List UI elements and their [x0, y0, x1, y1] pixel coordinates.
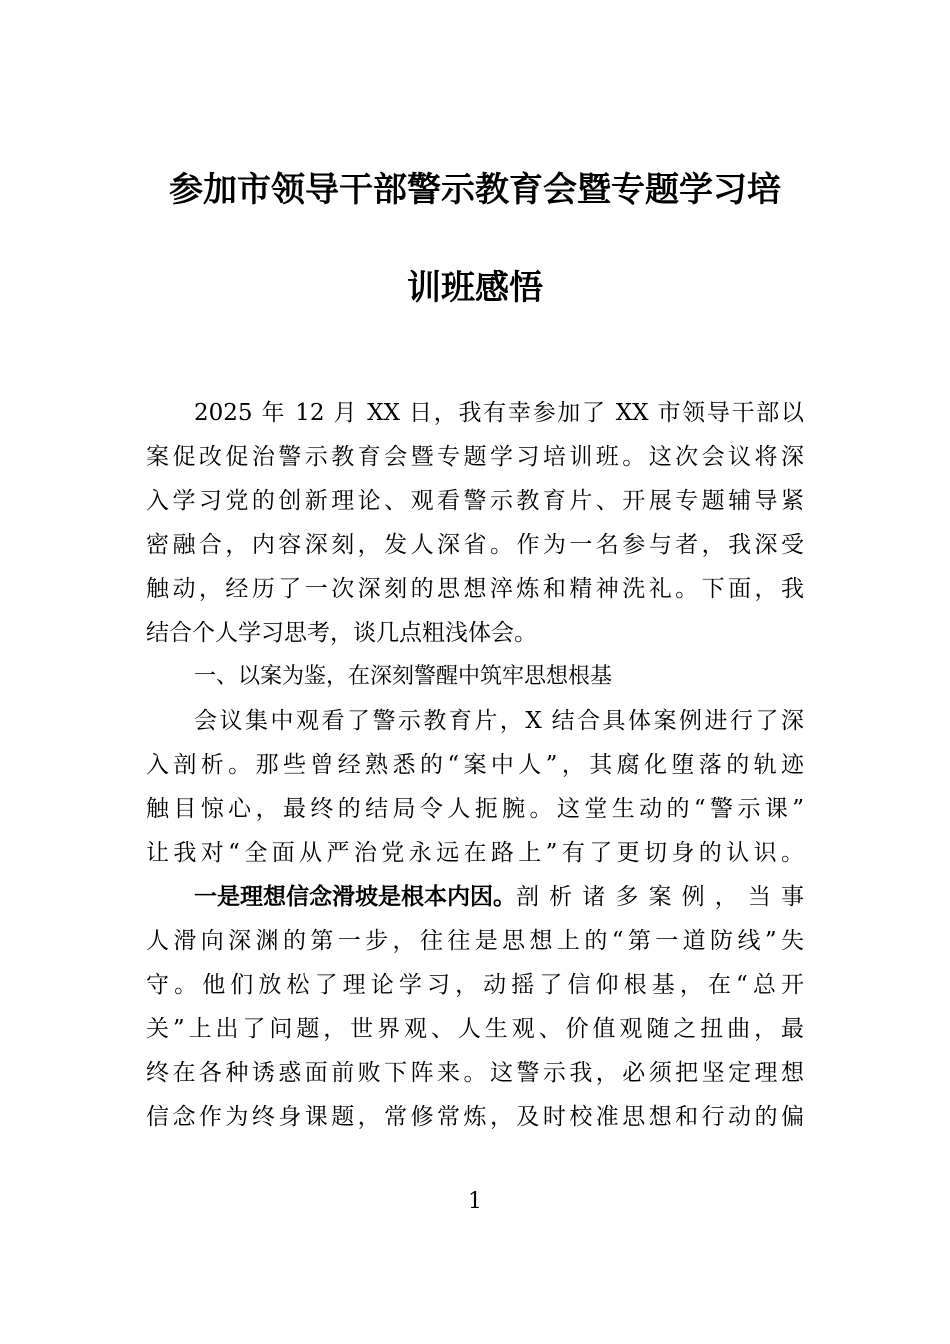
paragraph-3-first-line-rest: 剖析诸多案例，当事 [516, 884, 804, 910]
paragraph-2-line-3: 触目惊心，最终的结局令人扼腕。这堂生动的“警示课” [146, 796, 804, 822]
paragraph-1-line-6: 结合个人学习思考，谈几点粗浅体会。 [146, 620, 537, 646]
document-title-line-1: 参加市领导干部警示教育会暨专题学习培 [169, 170, 781, 210]
paragraph-3-line-4: 关”上出了问题，世界观、人生观、价值观随之扭曲，最 [146, 1016, 804, 1042]
section-1-heading: 一、以案为鉴，在深刻警醒中筑牢思想根基 [194, 664, 613, 689]
page-number: 1 [468, 1189, 482, 1214]
paragraph-1-line-2: 案促改促治警示教育会暨专题学习培训班。这次会议将深 [146, 444, 804, 470]
paragraph-3-line-6: 信念作为终身课题，常修常炼，及时校准思想和行动的偏 [146, 1104, 804, 1130]
paragraph-2-line-1: 会议集中观看了警示教育片，X 结合具体案例进行了深 [194, 708, 804, 734]
paragraph-1-line-4: 密融合，内容深刻，发人深省。作为一名参与者，我深受 [146, 532, 804, 558]
paragraph-1-line-1: 2025 年 12 月 XX 日，我有幸参加了 XX 市领导干部以 [194, 400, 804, 426]
paragraph-2-line-2: 入剖析。那些曾经熟悉的“案中人”，其腐化堕落的轨迹 [146, 752, 804, 778]
document-title-line-2: 训班感悟 [407, 268, 543, 308]
paragraph-3-line-2: 人滑向深渊的第一步，往往是思想上的“第一道防线”失 [146, 928, 804, 954]
paragraph-3-line-1 [194, 875, 804, 919]
paragraph-3-line-5: 终在各种诱惑面前败下阵来。这警示我，必须把坚定理想 [146, 1060, 804, 1086]
paragraph-3-line-3: 守。他们放松了理论学习，动摇了信仰根基，在“总开 [146, 972, 804, 998]
paragraph-2-line-4: 让我对“全面从严治党永远在路上”有了更切身的认识。 [146, 840, 804, 866]
paragraph-1-line-3: 入学习党的创新理论、观看警示教育片、开展专题辅导紧 [146, 488, 804, 514]
paragraph-3-lead: 一是理想信念滑坡是根本内因。 [194, 883, 516, 910]
paragraph-1-line-5: 触动，经历了一次深刻的思想淬炼和精神洗礼。下面，我 [146, 576, 804, 602]
